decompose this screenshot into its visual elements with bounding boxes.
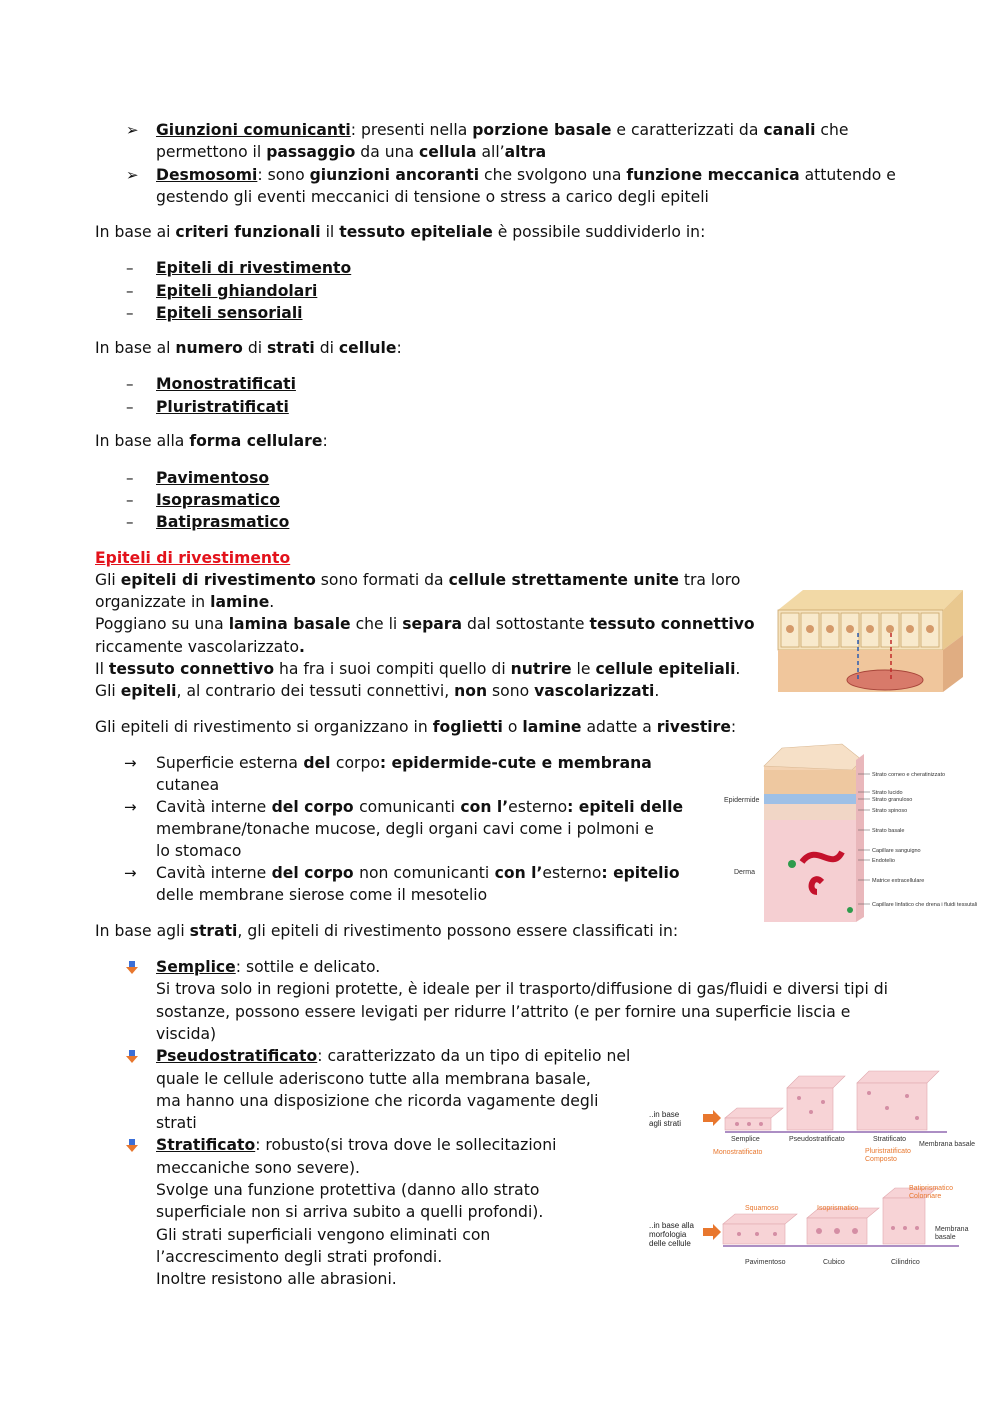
paragraph-line: Poggiano su una lamina basale che li separa dal sottostante tessuto connettivo: [95, 615, 755, 634]
dash-bullet-icon: –: [126, 397, 134, 416]
paragraph: In base alla forma cellulare:: [95, 432, 328, 450]
arrow-bullet-icon: →: [124, 754, 137, 772]
list-item: Batiprasmatico: [156, 513, 290, 531]
type-cilindrico: Cilindrico: [891, 1259, 920, 1266]
row2-label: morfologia: [649, 1230, 687, 1239]
arrow-item-line: Cavità interne del corpo comunicanti con l’esterno: epiteli delle: [156, 798, 684, 816]
arrow-item-line: cutanea: [156, 776, 220, 794]
class-item-line: Si trova solo in regioni protette, è ideale per il trasporto/diffusione di gas/fluidi e diversi tipi di: [156, 980, 888, 999]
type-batiprismatico: Batiprismatico: [909, 1185, 953, 1192]
type-pavimentoso: Pavimentoso: [745, 1259, 786, 1266]
skin-layer-label: Strato granuloso: [872, 797, 913, 803]
group-pluristratificato: Pluristratificato: [865, 1148, 911, 1155]
skin-label-derma: Derma: [734, 869, 756, 876]
dash-bullet-icon: –: [126, 513, 134, 531]
row2-label: delle cellule: [649, 1239, 691, 1248]
skin-layer-label: Strato corneo e cheratinizzato: [872, 772, 946, 778]
class-item-line: ma hanno una disposizione che ricorda vagamente degli: [156, 1091, 599, 1110]
paragraph-line: Gli epiteli di rivestimento sono formati da cellule strettamente unite tra loro: [95, 571, 741, 589]
skin-right-labels: [858, 772, 977, 908]
paragraph-line: riccamente vascolarizzato.: [95, 637, 305, 656]
section-title: Epiteli di rivestimento: [95, 549, 291, 567]
paragraph-line: organizzate in lamine.: [95, 593, 275, 612]
class-item-line: strati: [156, 1114, 197, 1133]
class-item: Semplice: sottile e delicato.: [156, 958, 381, 976]
membrana-basale-label: Membrana: [935, 1226, 969, 1233]
skin-layer-label: Matrice extracellulare: [872, 878, 925, 884]
membrana-basale-label: Membrana basale: [919, 1141, 976, 1148]
type-colonnare: Colonnare: [909, 1193, 942, 1200]
arrow-item-line: Cavità interne del corpo non comunicanti con l’esterno: epitelio: [156, 864, 680, 882]
arrow-bullet-icon: →: [124, 798, 137, 816]
class-item-line: Gli strati superficiali vengono eliminati con: [156, 1225, 491, 1244]
arrow-bullet-icon: →: [124, 864, 137, 882]
class-item: Stratificato: robusto(si trova dove le sollecitazioni: [156, 1136, 557, 1155]
epithelium-types-illustration: [647, 1068, 976, 1268]
list-item: Pluristratificati: [156, 397, 289, 416]
type-stratificato: Stratificato: [873, 1136, 907, 1143]
dash-bullet-icon: –: [126, 375, 134, 393]
type-semplice: Semplice: [731, 1136, 760, 1143]
row1-label: agli strati: [649, 1119, 682, 1128]
skin-layer-label: Capillare linfatico che drena i fluidi tessutali: [872, 902, 978, 908]
dash-bullet-icon: –: [126, 259, 134, 277]
list-item: Isoprasmatico: [156, 491, 280, 509]
paragraph-line: Il tessuto connettivo ha fra i suoi compiti quello di nutrire le cellule epiteliali.: [95, 659, 741, 678]
paragraph: In base agli strati, gli epiteli di rivestimento possono essere classificati in:: [95, 922, 679, 940]
class-item-line: quale le cellule aderiscono tutte alla membrana basale,: [156, 1069, 591, 1088]
skin-layer-label: Strato lucido: [872, 790, 903, 796]
colored-arrow-bullet-icon: [126, 1048, 138, 1070]
skin-layers-illustration: [722, 742, 978, 928]
dash-bullet-icon: –: [126, 304, 134, 322]
membrana-basale-label: basale: [935, 1234, 956, 1241]
arrowhead-bullet-icon: ➢: [126, 121, 139, 139]
type-cubico: Cubico: [823, 1259, 845, 1266]
type-pseudostratificato: Pseudostratificato: [789, 1136, 845, 1143]
paragraph: In base ai criteri funzionali il tessuto epiteliale è possibile suddividerlo in:: [95, 223, 706, 241]
skin-label-epidermide: Epidermide: [724, 797, 760, 804]
group-monostratificato: Monostratificato: [713, 1149, 763, 1156]
paragraph: Gli epiteli di rivestimento si organizzano in foglietti o lamine adatte a rivestire:: [95, 718, 737, 736]
colored-arrow-bullet-icon: [126, 959, 138, 981]
class-item-line: viscida): [156, 1024, 217, 1043]
arrowhead-bullet-icon: ➢: [126, 166, 139, 184]
skin-layer-label: Strato basale: [872, 828, 905, 834]
list-item: Epiteli di rivestimento: [156, 259, 352, 277]
arrow-item-line: delle membrane sierose come il mesotelio: [156, 886, 488, 904]
type-isoprismatico: Isoprismatico: [817, 1205, 859, 1212]
row2-label: ..in base alla: [649, 1221, 694, 1230]
epithelium-illustration: [773, 585, 968, 697]
group-composto: Composto: [865, 1156, 897, 1163]
skin-layer-label: Strato spinoso: [872, 808, 908, 814]
list-item: Monostratificati: [156, 375, 296, 393]
list-item: Epiteli ghiandolari: [156, 281, 318, 300]
skin-layer-label: Endotelio: [872, 858, 895, 864]
list-item: Epiteli sensoriali: [156, 304, 303, 322]
bullet-item: Desmosomi: sono giunzioni ancoranti che svolgono una funzione meccanica attutendo e: [156, 166, 896, 184]
class-item: Pseudostratificato: caratterizzato da un tipo di epitelio nel: [156, 1047, 631, 1066]
bullet-item: Giunzioni comunicanti: presenti nella porzione basale e caratterizzati da canali che: [156, 121, 849, 139]
dash-bullet-icon: –: [126, 491, 134, 509]
arrow-item-line: membrane/tonache mucose, degli organi cavi come i polmoni e: [156, 820, 654, 838]
class-item-line: l’accrescimento degli strati profondi.: [156, 1247, 443, 1266]
bullet-item-continuation: permettono il passaggio da una cellula all’altra: [156, 143, 547, 161]
class-item-line: Svolge una funzione protettiva (danno allo strato: [156, 1181, 540, 1199]
paragraph-line: Gli epiteli, al contrario dei tessuti connettivi, non sono vascolarizzati.: [95, 682, 660, 700]
bullet-item-continuation: gestendo gli eventi meccanici di tensione o stress a carico degli epiteli: [156, 188, 709, 206]
skin-layer-label: Capillare sanguigno: [872, 848, 921, 854]
class-item-line: meccaniche sono severe).: [156, 1158, 360, 1177]
row1-label: ..in base: [649, 1110, 680, 1119]
paragraph: In base al numero di strati di cellule:: [95, 339, 402, 357]
class-item-line: sostanze, possono essere levigati per ridurre l’attrito (e per fornire una superficie liscia e: [156, 1002, 851, 1021]
dash-bullet-icon: –: [126, 469, 134, 487]
arrow-item-line: lo stomaco: [156, 842, 242, 860]
list-item: Pavimentoso: [156, 469, 270, 487]
dash-bullet-icon: –: [126, 281, 134, 300]
class-item-line: Inoltre resistono alle abrasioni.: [156, 1270, 397, 1289]
colored-arrow-bullet-icon: [126, 1137, 138, 1159]
class-item-line: superficiale non si arriva subito a quelli profondi).: [156, 1203, 544, 1222]
type-squamoso: Squamoso: [745, 1205, 779, 1212]
arrow-item-line: Superficie esterna del corpo: epidermide-cute e membrana: [156, 754, 652, 772]
